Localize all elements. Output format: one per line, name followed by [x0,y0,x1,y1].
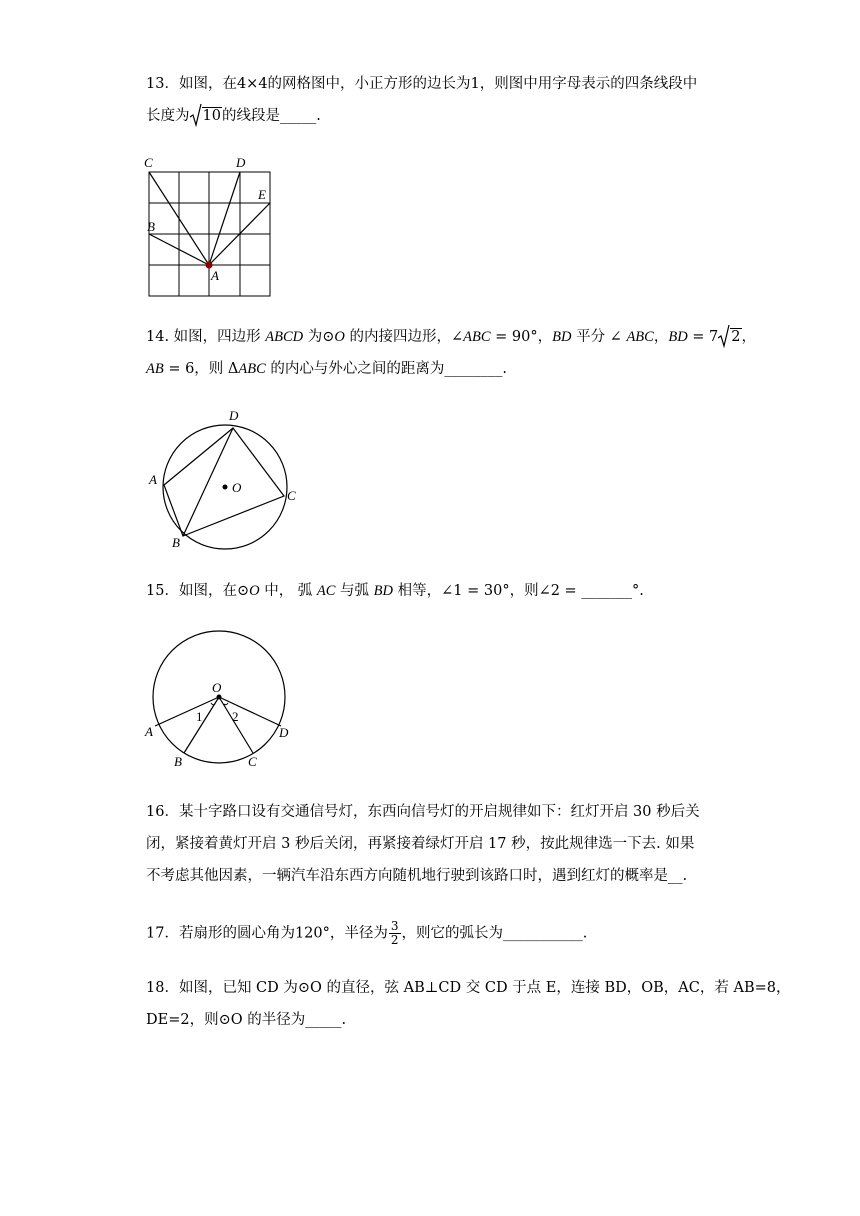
q14-var: ABC [463,329,491,345]
q14-text: ， [741,329,757,345]
q14-var: BD [668,329,688,345]
q15-var: O [249,583,260,599]
label-B: B [174,754,182,769]
label-B: B [147,219,155,234]
quadrilateral [164,428,284,536]
grid-lines [149,172,270,296]
q17-line [146,920,587,947]
q17-text: ，则它的弧长为___________. [401,925,588,942]
q13-line2-post: 的线段是_____. [221,108,321,124]
q14-text: 14. 如图，四边形 [146,329,266,345]
label-angle-1: 1 [196,709,203,724]
q14-text: 的内心与外心之间的距离为________. [265,361,508,377]
q15-line [146,581,644,601]
label-D: D [236,155,246,170]
q18-line1: 18．如图，已知 CD 为⊙O 的直径，弦 AB⊥CD 交 CD 于点 E，连接 BD，OB，AC，若 AB=8， [146,980,791,996]
label-D: D [229,408,239,423]
label-A: A [211,268,219,283]
q14-text: 的内接四边形，∠ [344,329,464,345]
figure-15-circle [140,620,300,775]
center-dot [223,485,228,490]
label-B: B [172,535,180,550]
q14-line2 [146,359,507,379]
q15-text: 中， 弧 [259,583,317,599]
figure-13-grid [140,150,280,300]
q14-text: = 7 [687,329,719,345]
q14-var: AB [146,361,164,377]
q15-text: 15．如图，在⊙ [146,583,250,599]
q14-var: ABC [238,361,266,377]
q14-var: BD [552,329,572,345]
label-C: C [144,155,153,170]
q16-line2: 闭，紧接着黄灯开启 3 秒后关闭，再紧接着绿灯开启 17 秒，按此规律选一下去. 如果 [146,836,695,852]
label-angle-2: 2 [232,709,239,724]
sqrt-arg: 10 [202,108,221,124]
fraction-denominator: 2 [390,933,399,947]
label-A: A [145,724,153,739]
label-E: E [258,187,266,202]
q15-var: BD [373,583,394,599]
q14-line1 [146,327,756,347]
q16-line3: 不考虑其他因素，一辆汽车沿东西方向随机地行驶到该路口时，遇到红灯的概率是__. [146,868,688,884]
figure-14-cyclic-quadrilateral [140,400,310,555]
segment-AD [209,172,240,265]
q14-text: = 6，则 Δ [163,361,239,377]
sqrt-10 [190,106,222,126]
q15-text: 相等，∠1 = 30°，则∠2 = _______°. [393,583,644,599]
q14-var: ABC [626,329,654,345]
q13-line2 [146,106,321,126]
q14-var: O [334,329,345,345]
q14-var: ABCD [265,329,304,345]
label-C: C [248,754,257,769]
center-dot [217,695,222,700]
q13-line2-pre: 长度为 [146,108,190,124]
label-C: C [287,488,296,503]
polygon-ABCD [164,428,284,536]
label-O: O [232,480,242,495]
q14-text: = 90°， [490,329,553,345]
sqrt-arg: 2 [731,329,741,345]
q14-text: 平分 ∠ [571,329,627,345]
label-A: A [149,472,157,487]
q17-text: 17．若扇形的圆心角为120°，半径为 [146,925,388,942]
q15-var: AC [316,583,336,599]
fraction-numerator: 3 [390,919,399,933]
q18-line2: DE=2，则⊙O 的半径为_____. [146,1012,347,1028]
q13-line1: 13．如图，在4×4的网格图中，小正方形的边长为1，则图中用字母表示的四条线段中 [146,76,698,92]
sqrt-2 [718,327,741,347]
angle-2-arc [224,703,228,705]
q16-line1: 16．某十字路口设有交通信号灯，东西向信号灯的开启规律如下：红灯开启 30 秒后关 [146,804,700,820]
q15-text: 与弧 [335,583,374,599]
fraction-3-2 [389,920,401,947]
label-O: O [212,680,222,695]
q14-text: 为⊙ [303,329,335,345]
label-D: D [279,725,289,740]
q14-text: ， [653,329,669,345]
